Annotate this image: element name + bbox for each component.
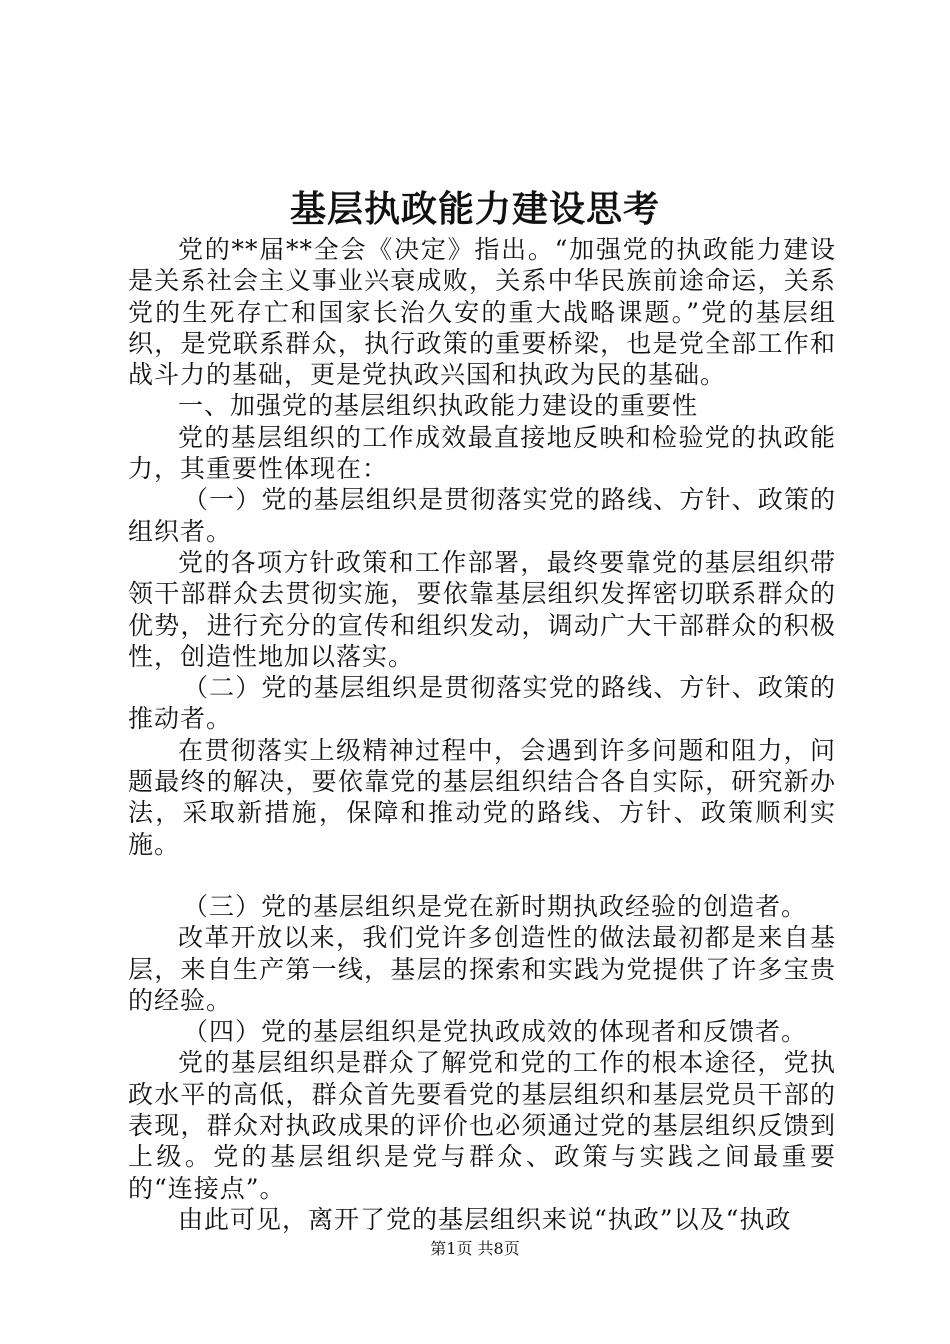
document-body xyxy=(128,234,836,1235)
section-heading-1: 一、加强党的基层组织执政能力建设的重要性 xyxy=(178,391,699,421)
paragraph: 由此可见，离开了党的基层组织来说“执政”以及“执政 xyxy=(178,1204,792,1234)
paragraph: 党的各项方针政策和工作部署，最终要靠党的基层组织带领干部群众去贯彻实施，要依靠基层组织发挥密切联系群众的优势，进行充分的宣传和组织发动，调动广大干部群众的积极性，创造性地加以落实。 xyxy=(128,547,836,671)
paragraph-gap xyxy=(128,860,836,891)
paragraph-intro: 党的**届**全会《决定》指出。“加强党的执政能力建设是关系社会主义事业兴衰成败，关系中华民族前途命运，关系党的生死存亡和国家长治久安的重大战略课题。”党的基层组织，是党联系群众，执行政策的重要桥梁，也是党全部工作和战斗力的基础，更是党执政兴国和执政为民的基础。 xyxy=(128,235,836,390)
paragraph: 改革开放以来，我们党许多创造性的做法最初都是来自基层，来自生产第一线，基层的探索和实践为党提供了许多宝贵的经验。 xyxy=(128,923,836,1015)
subheading-1: （一）党的基层组织是贯彻落实党的路线、方针、政策的组织者。 xyxy=(128,485,836,546)
subheading-2: （二）党的基层组织是贯彻落实党的路线、方针、政策的推动者。 xyxy=(128,673,836,734)
paragraph: 党的基层组织是群众了解党和党的工作的根本途径，党执政水平的高低，群众首先要看党的基层组织和基层党员干部的表现，群众对执政成果的评价也必须通过党的基层组织反馈到上级。党的基层组织是党与群众、政策与实践之间最重要的“连接点”。 xyxy=(128,1048,836,1203)
paragraph: 在贯彻落实上级精神过程中，会遇到许多问题和阻力，问题最终的解决，要依靠党的基层组织结合各自实际，研究新办法，采取新措施，保障和推动党的路线、方针、政策顺利实施。 xyxy=(128,735,836,859)
page-number-footer: 第1页 共8页 xyxy=(430,1239,520,1258)
subheading-3: （三）党的基层组织是党在新时期执政经验的创造者。 xyxy=(183,891,808,921)
paragraph: 党的基层组织的工作成效最直接地反映和检验党的执政能力，其重要性体现在： xyxy=(128,422,836,484)
document-title: 基层执政能力建设思考 xyxy=(289,188,660,230)
subheading-4: （四）党的基层组织是党执政成效的体现者和反馈者。 xyxy=(183,1017,808,1047)
